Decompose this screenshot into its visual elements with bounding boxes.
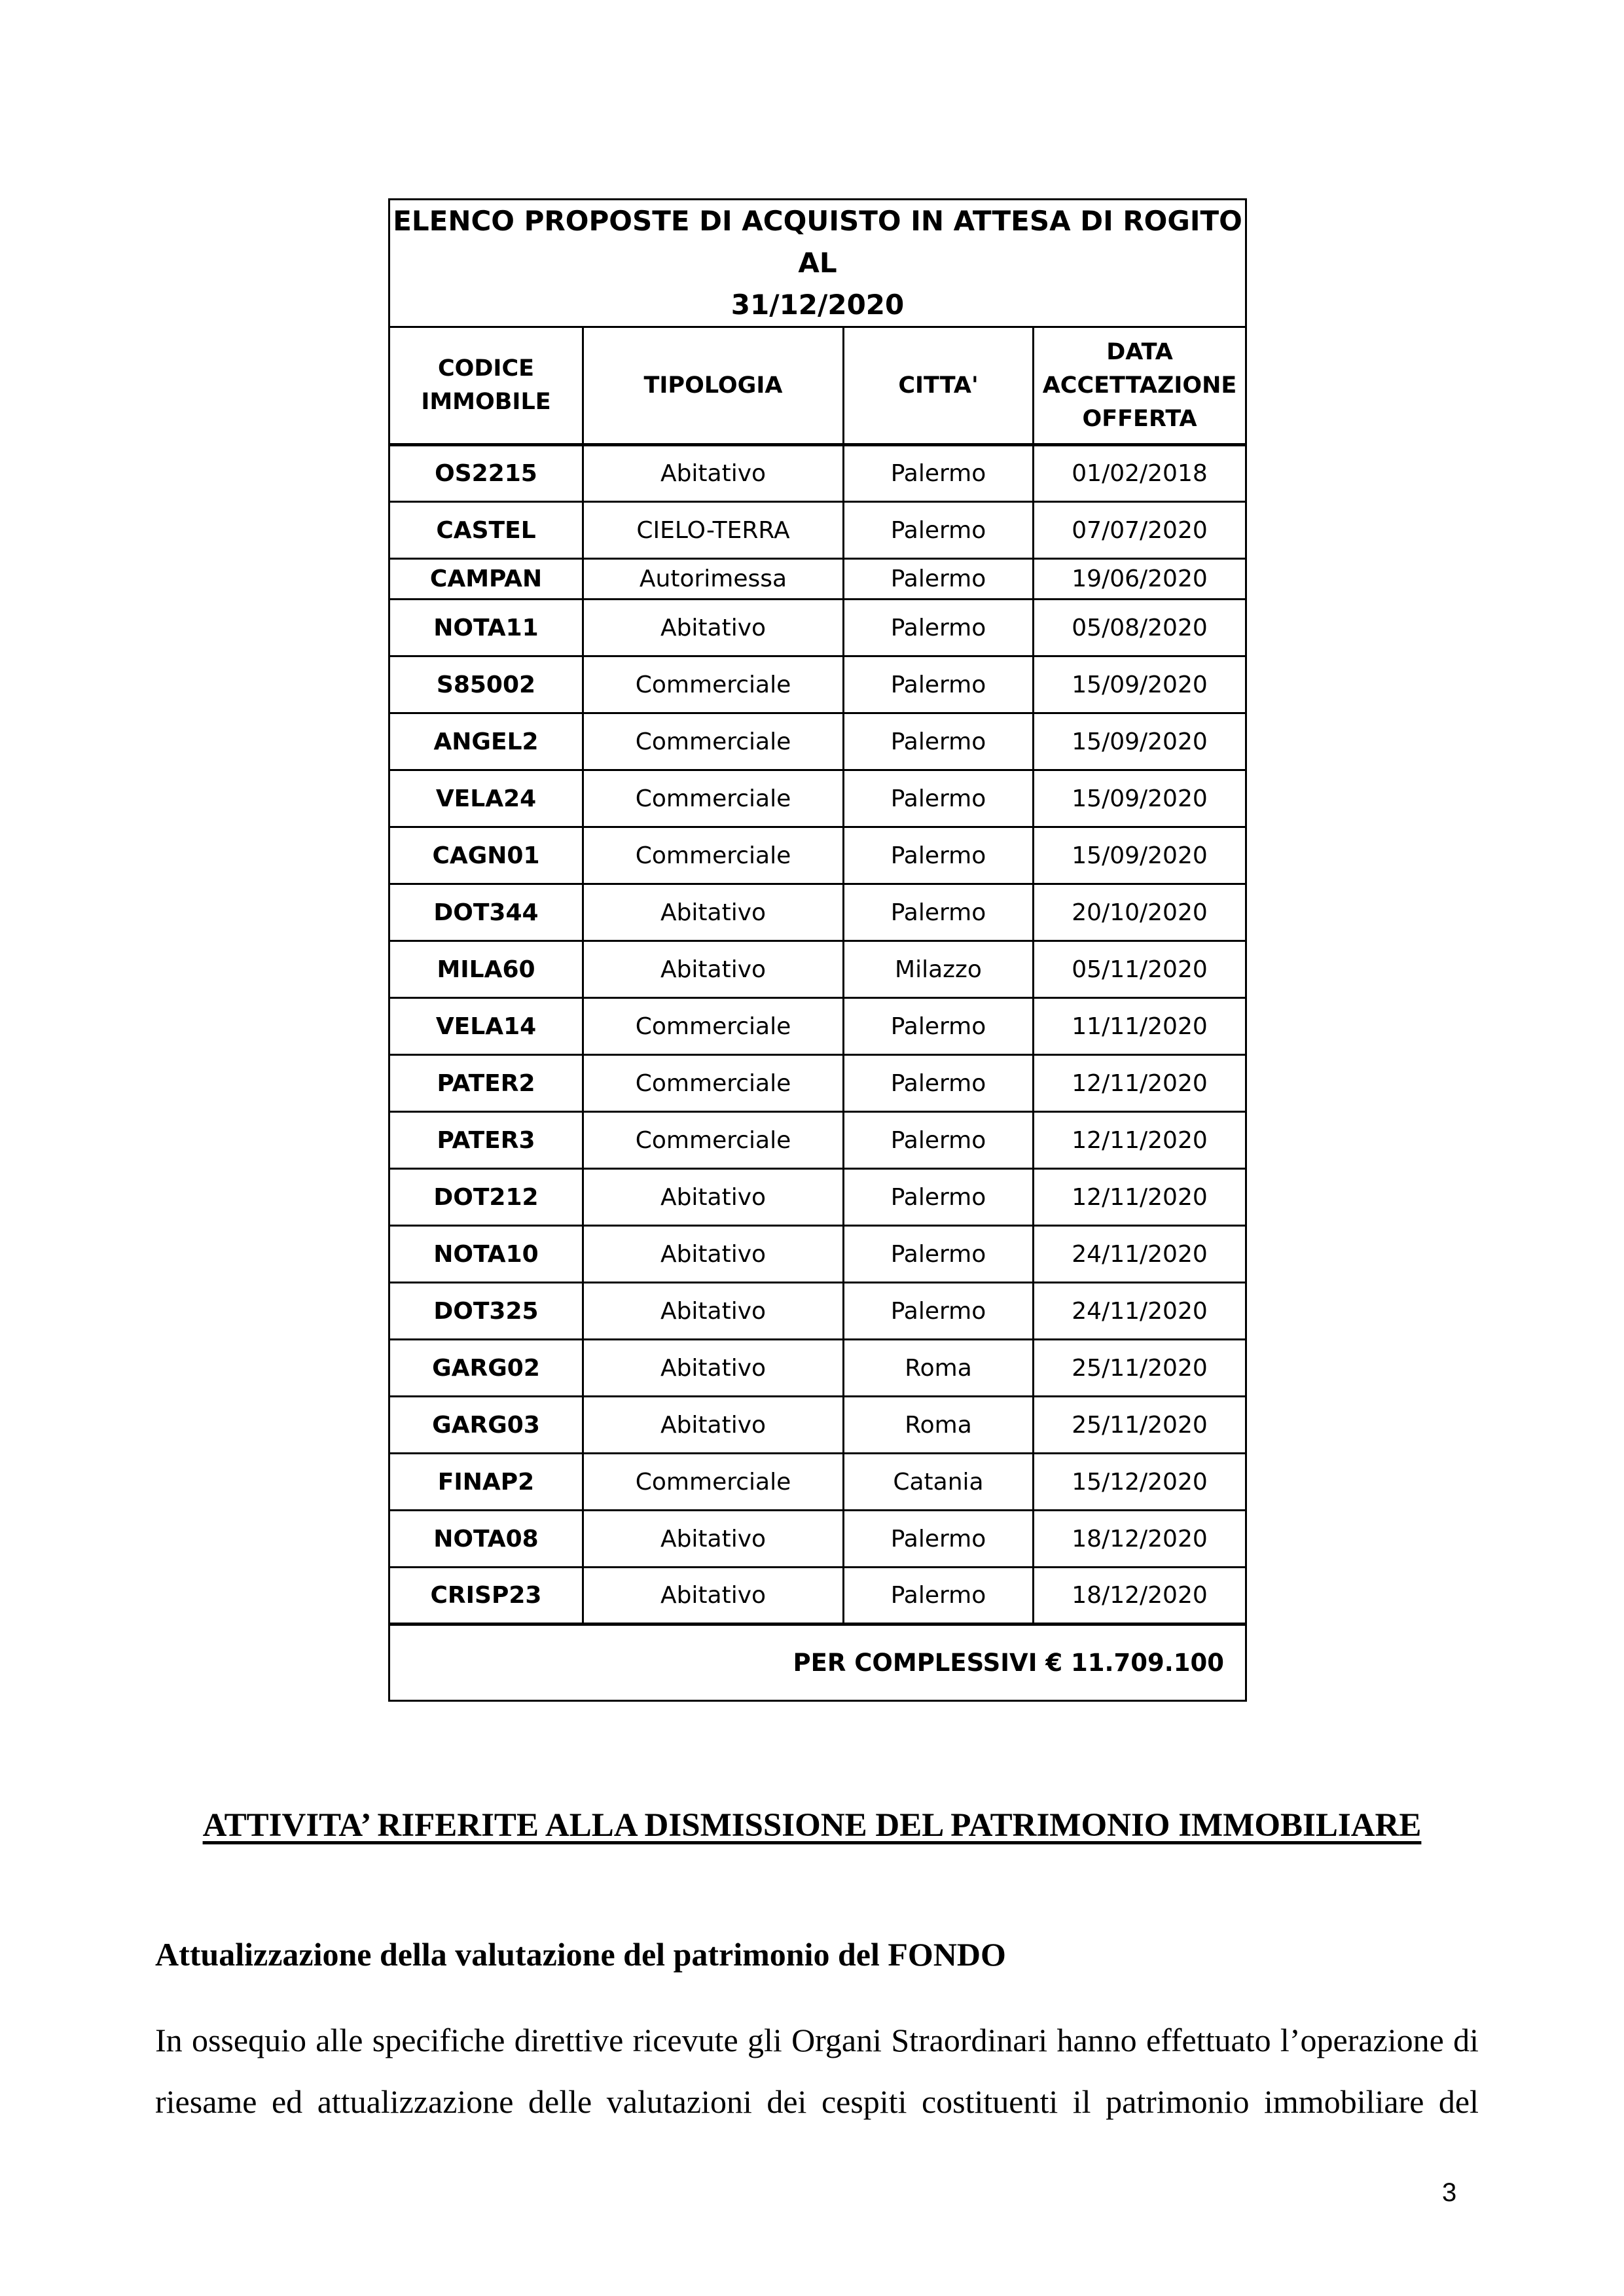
proposals-table-container xyxy=(388,198,1245,1702)
cell-citta: Palermo xyxy=(844,884,1034,941)
cell-citta: Roma xyxy=(844,1397,1034,1454)
cell-data: 15/09/2020 xyxy=(1034,770,1246,827)
cell-data: 01/02/2018 xyxy=(1034,445,1246,502)
cell-codice: CAGN01 xyxy=(389,827,583,884)
table-row xyxy=(389,600,1246,656)
cell-codice: DOT325 xyxy=(389,1283,583,1340)
cell-data: 12/11/2020 xyxy=(1034,1055,1246,1112)
table-row xyxy=(389,998,1246,1055)
header-data-line3: OFFERTA xyxy=(1082,405,1197,432)
table-row xyxy=(389,1112,1246,1169)
column-header-tipologia: TIPOLOGIA xyxy=(583,327,844,445)
cell-citta: Palermo xyxy=(844,559,1034,600)
cell-tipologia: Abitativo xyxy=(583,1511,844,1568)
table-row xyxy=(389,1568,1246,1624)
header-data-line1: DATA xyxy=(1106,338,1173,365)
cell-data: 12/11/2020 xyxy=(1034,1169,1246,1226)
cell-tipologia: Commerciale xyxy=(583,1055,844,1112)
cell-citta: Palermo xyxy=(844,1169,1034,1226)
table-row xyxy=(389,1283,1246,1340)
table-row xyxy=(389,1169,1246,1226)
column-header-citta: CITTA' xyxy=(844,327,1034,445)
column-header-codice xyxy=(389,327,583,445)
cell-codice: DOT344 xyxy=(389,884,583,941)
cell-tipologia: Commerciale xyxy=(583,1112,844,1169)
cell-codice: NOTA08 xyxy=(389,1511,583,1568)
table-row xyxy=(389,1397,1246,1454)
cell-data: 15/09/2020 xyxy=(1034,713,1246,770)
cell-tipologia: Abitativo xyxy=(583,1283,844,1340)
cell-codice: OS2215 xyxy=(389,445,583,502)
cell-data: 05/08/2020 xyxy=(1034,600,1246,656)
cell-codice: GARG02 xyxy=(389,1340,583,1397)
cell-data: 25/11/2020 xyxy=(1034,1340,1246,1397)
cell-data: 05/11/2020 xyxy=(1034,941,1246,998)
table-row xyxy=(389,656,1246,713)
table-row xyxy=(389,445,1246,502)
table-row xyxy=(389,713,1246,770)
cell-tipologia: Autorimessa xyxy=(583,559,844,600)
table-row xyxy=(389,559,1246,600)
cell-tipologia: Abitativo xyxy=(583,1226,844,1283)
cell-citta: Palermo xyxy=(844,770,1034,827)
cell-codice: GARG03 xyxy=(389,1397,583,1454)
cell-codice: DOT212 xyxy=(389,1169,583,1226)
cell-codice: FINAP2 xyxy=(389,1454,583,1511)
cell-data: 24/11/2020 xyxy=(1034,1283,1246,1340)
header-codice-line2: IMMOBILE xyxy=(421,389,551,415)
column-header-data xyxy=(1034,327,1246,445)
page-number: 3 xyxy=(1442,2178,1457,2207)
cell-tipologia: CIELO-TERRA xyxy=(583,502,844,559)
cell-citta: Palermo xyxy=(844,656,1034,713)
cell-data: 18/12/2020 xyxy=(1034,1568,1246,1624)
cell-tipologia: Abitativo xyxy=(583,1397,844,1454)
cell-tipologia: Abitativo xyxy=(583,445,844,502)
cell-tipologia: Commerciale xyxy=(583,713,844,770)
cell-codice: VELA14 xyxy=(389,998,583,1055)
table-title xyxy=(389,200,1246,327)
cell-codice: S85002 xyxy=(389,656,583,713)
cell-tipologia: Commerciale xyxy=(583,770,844,827)
cell-citta: Palermo xyxy=(844,445,1034,502)
cell-tipologia: Abitativo xyxy=(583,941,844,998)
table-row xyxy=(389,1340,1246,1397)
cell-citta: Palermo xyxy=(844,1568,1034,1624)
table-row xyxy=(389,1226,1246,1283)
section-heading: ATTIVITA’ RIFERITE ALLA DISMISSIONE DEL PATRIMONIO IMMOBILIARE xyxy=(202,1807,1422,1844)
cell-citta: Palermo xyxy=(844,1112,1034,1169)
cell-citta: Palermo xyxy=(844,827,1034,884)
cell-tipologia: Commerciale xyxy=(583,656,844,713)
cell-tipologia: Abitativo xyxy=(583,1169,844,1226)
body-paragraph xyxy=(155,2009,1479,2132)
cell-data: 18/12/2020 xyxy=(1034,1511,1246,1568)
table-body xyxy=(389,445,1246,1624)
cell-citta: Palermo xyxy=(844,600,1034,656)
cell-data: 15/09/2020 xyxy=(1034,656,1246,713)
body-line-2: riesame ed attualizzazione delle valutazioni dei cespiti costituenti il patrimonio immobiliare del xyxy=(155,2083,1479,2120)
cell-citta: Palermo xyxy=(844,502,1034,559)
cell-citta: Palermo xyxy=(844,1283,1034,1340)
table-row xyxy=(389,770,1246,827)
total-row xyxy=(389,1624,1246,1701)
header-codice-line1: CODICE xyxy=(437,355,535,382)
table-title-line1: ELENCO PROPOSTE DI ACQUISTO IN ATTESA DI ROGITO AL xyxy=(393,205,1242,279)
cell-data: 15/12/2020 xyxy=(1034,1454,1246,1511)
cell-codice: NOTA11 xyxy=(389,600,583,656)
cell-codice: ANGEL2 xyxy=(389,713,583,770)
cell-data: 07/07/2020 xyxy=(1034,502,1246,559)
table-row xyxy=(389,1454,1246,1511)
cell-data: 15/09/2020 xyxy=(1034,827,1246,884)
cell-codice: NOTA10 xyxy=(389,1226,583,1283)
cell-codice: PATER3 xyxy=(389,1112,583,1169)
table-row xyxy=(389,827,1246,884)
sub-heading: Attualizzazione della valutazione del patrimonio del FONDO xyxy=(155,1936,1006,1973)
table-row xyxy=(389,884,1246,941)
cell-data: 20/10/2020 xyxy=(1034,884,1246,941)
cell-tipologia: Abitativo xyxy=(583,600,844,656)
cell-citta: Milazzo xyxy=(844,941,1034,998)
cell-citta: Palermo xyxy=(844,1511,1034,1568)
cell-codice: MILA60 xyxy=(389,941,583,998)
cell-tipologia: Abitativo xyxy=(583,884,844,941)
cell-tipologia: Abitativo xyxy=(583,1340,844,1397)
cell-codice: CRISP23 xyxy=(389,1568,583,1624)
table-title-line2: 31/12/2020 xyxy=(731,289,905,321)
cell-citta: Palermo xyxy=(844,998,1034,1055)
cell-tipologia: Abitativo xyxy=(583,1568,844,1624)
cell-tipologia: Commerciale xyxy=(583,827,844,884)
cell-codice: PATER2 xyxy=(389,1055,583,1112)
table-row xyxy=(389,1055,1246,1112)
cell-codice: CAMPAN xyxy=(389,559,583,600)
header-data-line2: ACCETTAZIONE xyxy=(1042,372,1237,399)
cell-citta: Roma xyxy=(844,1340,1034,1397)
cell-data: 24/11/2020 xyxy=(1034,1226,1246,1283)
cell-citta: Catania xyxy=(844,1454,1034,1511)
cell-codice: CASTEL xyxy=(389,502,583,559)
cell-data: 11/11/2020 xyxy=(1034,998,1246,1055)
cell-tipologia: Commerciale xyxy=(583,1454,844,1511)
proposals-table xyxy=(388,198,1247,1702)
cell-tipologia: Commerciale xyxy=(583,998,844,1055)
cell-citta: Palermo xyxy=(844,1055,1034,1112)
table-row xyxy=(389,1511,1246,1568)
body-line-1: In ossequio alle specifiche direttive ricevute gli Organi Straordinari hanno effettuato l’operazione di xyxy=(155,2022,1479,2058)
table-row xyxy=(389,941,1246,998)
cell-data: 12/11/2020 xyxy=(1034,1112,1246,1169)
table-row xyxy=(389,502,1246,559)
cell-codice: VELA24 xyxy=(389,770,583,827)
total-amount: PER COMPLESSIVI € 11.709.100 xyxy=(389,1624,1246,1701)
cell-citta: Palermo xyxy=(844,713,1034,770)
table-header-row xyxy=(389,327,1246,445)
cell-citta: Palermo xyxy=(844,1226,1034,1283)
cell-data: 25/11/2020 xyxy=(1034,1397,1246,1454)
cell-data: 19/06/2020 xyxy=(1034,559,1246,600)
